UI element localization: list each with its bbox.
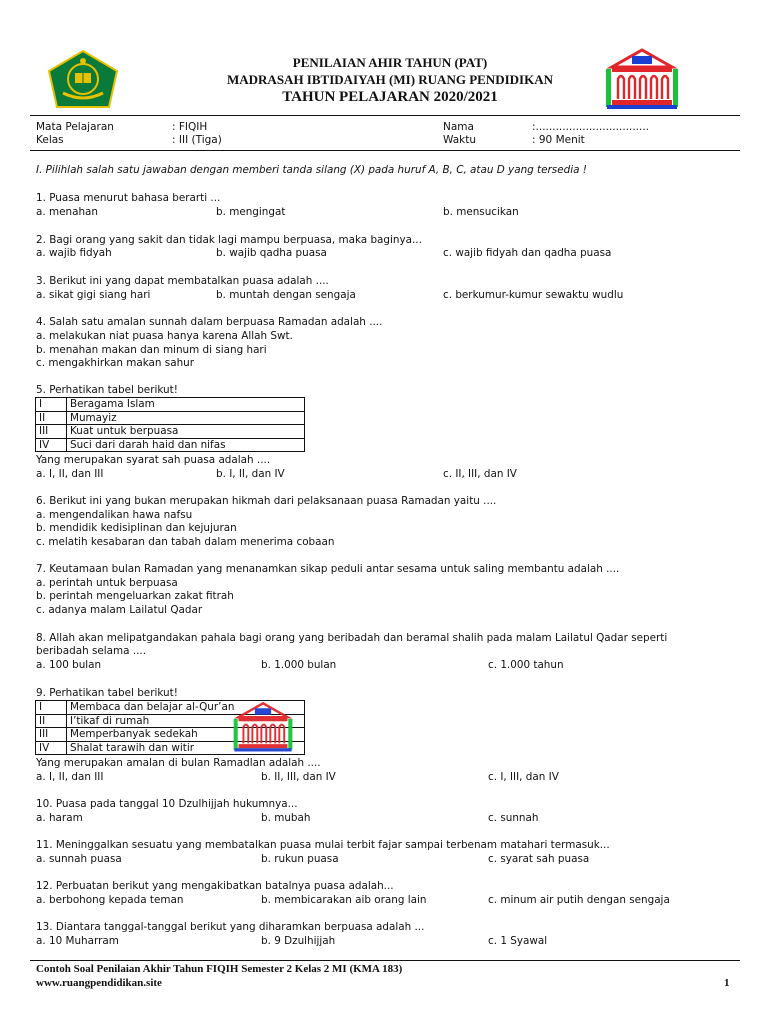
q11-option-a[interactable]: a. sunnah puasa bbox=[36, 853, 122, 865]
q12-option-a[interactable]: a. berbohong kepada teman bbox=[36, 894, 184, 906]
time-value: : 90 Menit bbox=[532, 134, 585, 146]
q5-option-b[interactable]: b. I, II, dan IV bbox=[216, 468, 285, 480]
q13-option-a[interactable]: a. 10 Muharram bbox=[36, 935, 119, 947]
question-8: 8. Allah akan melipatgandakan pahala bagi orang yang beribadah dan beramal shalih pada malam Lailatul Qadar seperti bbox=[36, 632, 668, 644]
footer-title: Contoh Soal Penilaian Akhir Tahun FIQIH Semester 2 Kelas 2 MI (KMA 183) bbox=[36, 963, 403, 975]
footer-website[interactable]: www.ruangpendidikan.site bbox=[36, 977, 162, 989]
q7-option-b[interactable]: b. perintah mengeluarkan zakat fitrah bbox=[36, 590, 234, 602]
q13-option-b[interactable]: b. 9 Dzulhijjah bbox=[261, 935, 336, 947]
q2-option-c[interactable]: c. wajib fidyah dan qadha puasa bbox=[443, 247, 612, 259]
question-2: 2. Bagi orang yang sakit dan tidak lagi mampu berpuasa, maka baginya... bbox=[36, 234, 422, 246]
q11-option-b[interactable]: b. rukun puasa bbox=[261, 853, 339, 865]
row-text: I’tikaf di rumah bbox=[67, 714, 305, 728]
q8-option-b[interactable]: b. 1.000 bulan bbox=[261, 659, 337, 671]
q8-option-c[interactable]: c. 1.000 tahun bbox=[488, 659, 564, 671]
row-number: IV bbox=[36, 438, 67, 452]
q4-option-b[interactable]: b. menahan makan dan minum di siang hari bbox=[36, 344, 267, 356]
row-text: Shalat tarawih dan witir bbox=[67, 741, 305, 755]
q2-option-b[interactable]: b. wajib qadha puasa bbox=[216, 247, 327, 259]
row-number: II bbox=[36, 411, 67, 425]
question-7: 7. Keutamaan bulan Ramadan yang menanamkan sikap peduli antar sesama untuk saling membantu adalah .... bbox=[36, 563, 620, 575]
q4-option-a[interactable]: a. melakukan niat puasa hanya karena Allah Swt. bbox=[36, 330, 293, 342]
row-number: I bbox=[36, 398, 67, 412]
page-number: 1 bbox=[724, 977, 730, 989]
q7-option-c[interactable]: c. adanya malam Lailatul Qadar bbox=[36, 604, 203, 616]
row-number: II bbox=[36, 714, 67, 728]
q2-option-a[interactable]: a. wajib fidyah bbox=[36, 247, 112, 259]
instruction: I. Pilihlah salah satu jawaban dengan memberi tanda silang (X) pada huruf A, B, C, atau D yang tersedia ! bbox=[36, 164, 587, 176]
info-divider bbox=[30, 150, 740, 151]
table-row bbox=[36, 438, 305, 452]
question-8-continued: beribadah selama .... bbox=[36, 645, 147, 657]
row-number: IV bbox=[36, 741, 67, 755]
q9-option-a[interactable]: a. I, II, dan III bbox=[36, 771, 104, 783]
q8-option-a[interactable]: a. 100 bulan bbox=[36, 659, 102, 671]
q13-option-c[interactable]: c. 1 Syawal bbox=[488, 935, 548, 947]
q10-option-b[interactable]: b. mubah bbox=[261, 812, 311, 824]
row-number: III bbox=[36, 425, 67, 439]
q9-option-b[interactable]: b. II, III, dan IV bbox=[261, 771, 336, 783]
q3-option-c[interactable]: c. berkumur-kumur sewaktu wudlu bbox=[443, 289, 624, 301]
name-field[interactable]: :.................................. bbox=[532, 121, 650, 133]
table-row bbox=[36, 425, 305, 439]
q9-followup: Yang merupakan amalan di bulan Ramadlan adalah .... bbox=[36, 757, 321, 769]
q5-option-c[interactable]: c. II, III, dan IV bbox=[443, 468, 517, 480]
q3-option-a[interactable]: a. sikat gigi siang hari bbox=[36, 289, 151, 301]
question-10: 10. Puasa pada tanggal 10 Dzulhijjah hukumnya... bbox=[36, 798, 298, 810]
table-row bbox=[36, 411, 305, 425]
q11-option-c[interactable]: c. syarat sah puasa bbox=[488, 853, 590, 865]
class-value: : III (Tiga) bbox=[172, 134, 222, 146]
q12-option-c[interactable]: c. minum air putih dengan sengaja bbox=[488, 894, 670, 906]
question-6: 6. Berikut ini yang bukan merupakan hikmah dari pelaksanaan puasa Ramadan yaitu .... bbox=[36, 495, 497, 507]
q6-option-b[interactable]: b. mendidik kedisiplinan dan kejujuran bbox=[36, 522, 237, 534]
row-text: Memperbanyak sedekah bbox=[67, 728, 305, 742]
q1-option-b[interactable]: b. mengingat bbox=[216, 206, 286, 218]
question-9: 9. Perhatikan tabel berikut! bbox=[36, 687, 178, 699]
q4-option-c[interactable]: c. mengakhirkan makan sahur bbox=[36, 357, 195, 369]
ruang-pendidikan-logo bbox=[604, 47, 680, 111]
question-3: 3. Berikut ini yang dapat membatalkan puasa adalah .... bbox=[36, 275, 329, 287]
q10-option-a[interactable]: a. haram bbox=[36, 812, 83, 824]
question-4: 4. Salah satu amalan sunnah dalam berpuasa Ramadan adalah .... bbox=[36, 316, 383, 328]
q7-option-a[interactable]: a. perintah untuk berpuasa bbox=[36, 577, 178, 589]
q5-table bbox=[35, 397, 305, 452]
row-text: Membaca dan belajar al-Qur’an bbox=[67, 701, 305, 715]
row-text: Beragama Islam bbox=[67, 398, 305, 412]
q1-option-a[interactable]: a. menahan bbox=[36, 206, 98, 218]
subject-value: : FIQIH bbox=[172, 121, 208, 133]
q5-option-a[interactable]: a. I, II, dan III bbox=[36, 468, 104, 480]
q5-followup: Yang merupakan syarat sah puasa adalah .... bbox=[36, 454, 271, 466]
question-5: 5. Perhatikan tabel berikut! bbox=[36, 384, 178, 396]
question-13: 13. Diantara tanggal-tanggal berikut yang diharamkan berpuasa adalah ... bbox=[36, 921, 425, 933]
q12-option-b[interactable]: b. membicarakan aib orang lain bbox=[261, 894, 427, 906]
q3-option-b[interactable]: b. muntah dengan sengaja bbox=[216, 289, 356, 301]
subject-label: Mata Pelajaran bbox=[36, 121, 114, 133]
time-label: Waktu bbox=[443, 134, 476, 146]
header-title-1: PENILAIAN AHIR TAHUN (PAT) bbox=[292, 55, 488, 70]
question-12: 12. Perbuatan berikut yang mengakibatkan batalnya puasa adalah... bbox=[36, 880, 394, 892]
table-row bbox=[36, 398, 305, 412]
question-11: 11. Meninggalkan sesuatu yang membatalkan puasa mulai terbit fajar sampai terbenam matahari termasuk... bbox=[36, 839, 610, 851]
watermark-logo bbox=[232, 698, 294, 756]
header-title-3: TAHUN PELAJARAN 2020/2021 bbox=[282, 89, 498, 105]
header-divider bbox=[30, 115, 740, 116]
footer-divider bbox=[30, 960, 740, 961]
row-text: Mumayiz bbox=[67, 411, 305, 425]
row-number: I bbox=[36, 701, 67, 715]
kementerian-agama-logo bbox=[47, 49, 119, 111]
name-label: Nama bbox=[443, 121, 474, 133]
q6-option-c[interactable]: c. melatih kesabaran dan tabah dalam menerima cobaan bbox=[36, 536, 335, 548]
row-text: Suci dari darah haid dan nifas bbox=[67, 438, 305, 452]
q6-option-a[interactable]: a. mengendalikan hawa nafsu bbox=[36, 509, 193, 521]
question-1: 1. Puasa menurut bahasa berarti ... bbox=[36, 192, 221, 204]
q9-option-c[interactable]: c. I, III, dan IV bbox=[488, 771, 559, 783]
q1-option-c[interactable]: b. mensucikan bbox=[443, 206, 519, 218]
q10-option-c[interactable]: c. sunnah bbox=[488, 812, 539, 824]
class-label: Kelas bbox=[36, 134, 64, 146]
row-number: III bbox=[36, 728, 67, 742]
header-title-2: MADRASAH IBTIDAIYAH (MI) RUANG PENDIDIKAN bbox=[227, 72, 553, 87]
row-text: Kuat untuk berpuasa bbox=[67, 425, 305, 439]
